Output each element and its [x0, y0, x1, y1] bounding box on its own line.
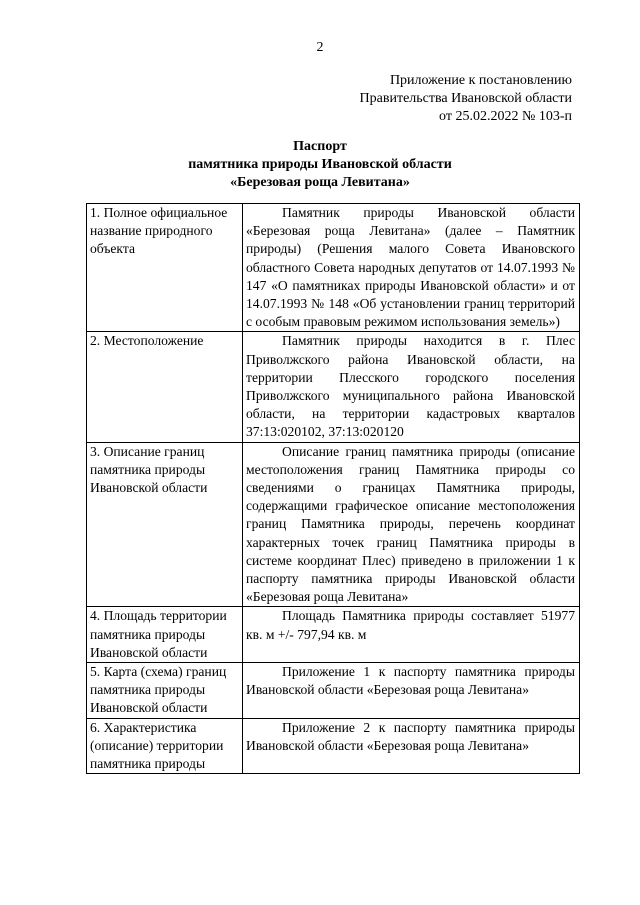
- row-label: 4. Площадь территории памятника природы Ивановской области: [87, 607, 243, 663]
- row-value: Приложение 1 к паспорту памятника природы Ивановской области «Березовая роща Левитана»: [243, 663, 580, 719]
- table-row: [87, 442, 580, 607]
- appendix-line-3: от 25.02.2022 № 103-п: [439, 109, 572, 124]
- table-row: [87, 663, 580, 719]
- document-title: [0, 138, 640, 192]
- row-value: Памятник природы находится в г. Плес Приволжского района Ивановской области, на территории Плесского городского поселения Приволжского муниципального района Ивановской области, на территории кадастровых кварталов 37:13:020102, 37:13:020120: [243, 332, 580, 442]
- row-value: Описание границ памятника природы (описание местоположения границ Памятника природы со сведениями о границах Памятника природы, содержащими графическое описание местоположения границ Памятника природы, перечень координат характерных точек границ Памятника природы в системе координат Плес) приведено в приложении 1 к паспорту памятника природы Ивановской области «Березовая роща Левитана»: [243, 442, 580, 607]
- row-value: Приложение 2 к паспорту памятника природы Ивановской области «Березовая роща Левитана»: [243, 718, 580, 774]
- title-line-3: «Березовая роща Левитана»: [230, 175, 410, 190]
- row-label: 5. Карта (схема) границ памятника природы Ивановской области: [87, 663, 243, 719]
- appendix-line-1: Приложение к постановлению: [389, 73, 572, 88]
- row-label: 2. Местоположение: [87, 332, 243, 442]
- row-label: 1. Полное официальное название природного объекта: [87, 204, 243, 332]
- appendix-reference: [360, 72, 572, 126]
- page-number: 2: [316, 40, 324, 55]
- title-line-1: Паспорт: [293, 139, 347, 154]
- table-row: [87, 718, 580, 774]
- row-label: 6. Характеристика (описание) территории памятника природы: [87, 718, 243, 774]
- row-value: Памятник природы Ивановской области «Березовая роща Левитана» (далее – Памятник природы) (Решения малого Совета Ивановского областного Совета народных депутатов от 14.07.1993 № 147 «О памятниках природы Ивановской области» и от 14.07.1993 № 148 «Об установлении границ территорий с особым правовым режимом использования земель»): [243, 204, 580, 332]
- row-label: 3. Описание границ памятника природы Ивановской области: [87, 442, 243, 607]
- appendix-line-2: Правительства Ивановской области: [359, 91, 572, 106]
- row-value: Площадь Памятника природы составляет 51977 кв. м +/- 797,94 кв. м: [243, 607, 580, 663]
- table-row: [87, 332, 580, 442]
- passport-table: [86, 203, 580, 774]
- table-row: [87, 204, 580, 332]
- table-row: [87, 607, 580, 663]
- title-line-2: памятника природы Ивановской области: [188, 157, 452, 172]
